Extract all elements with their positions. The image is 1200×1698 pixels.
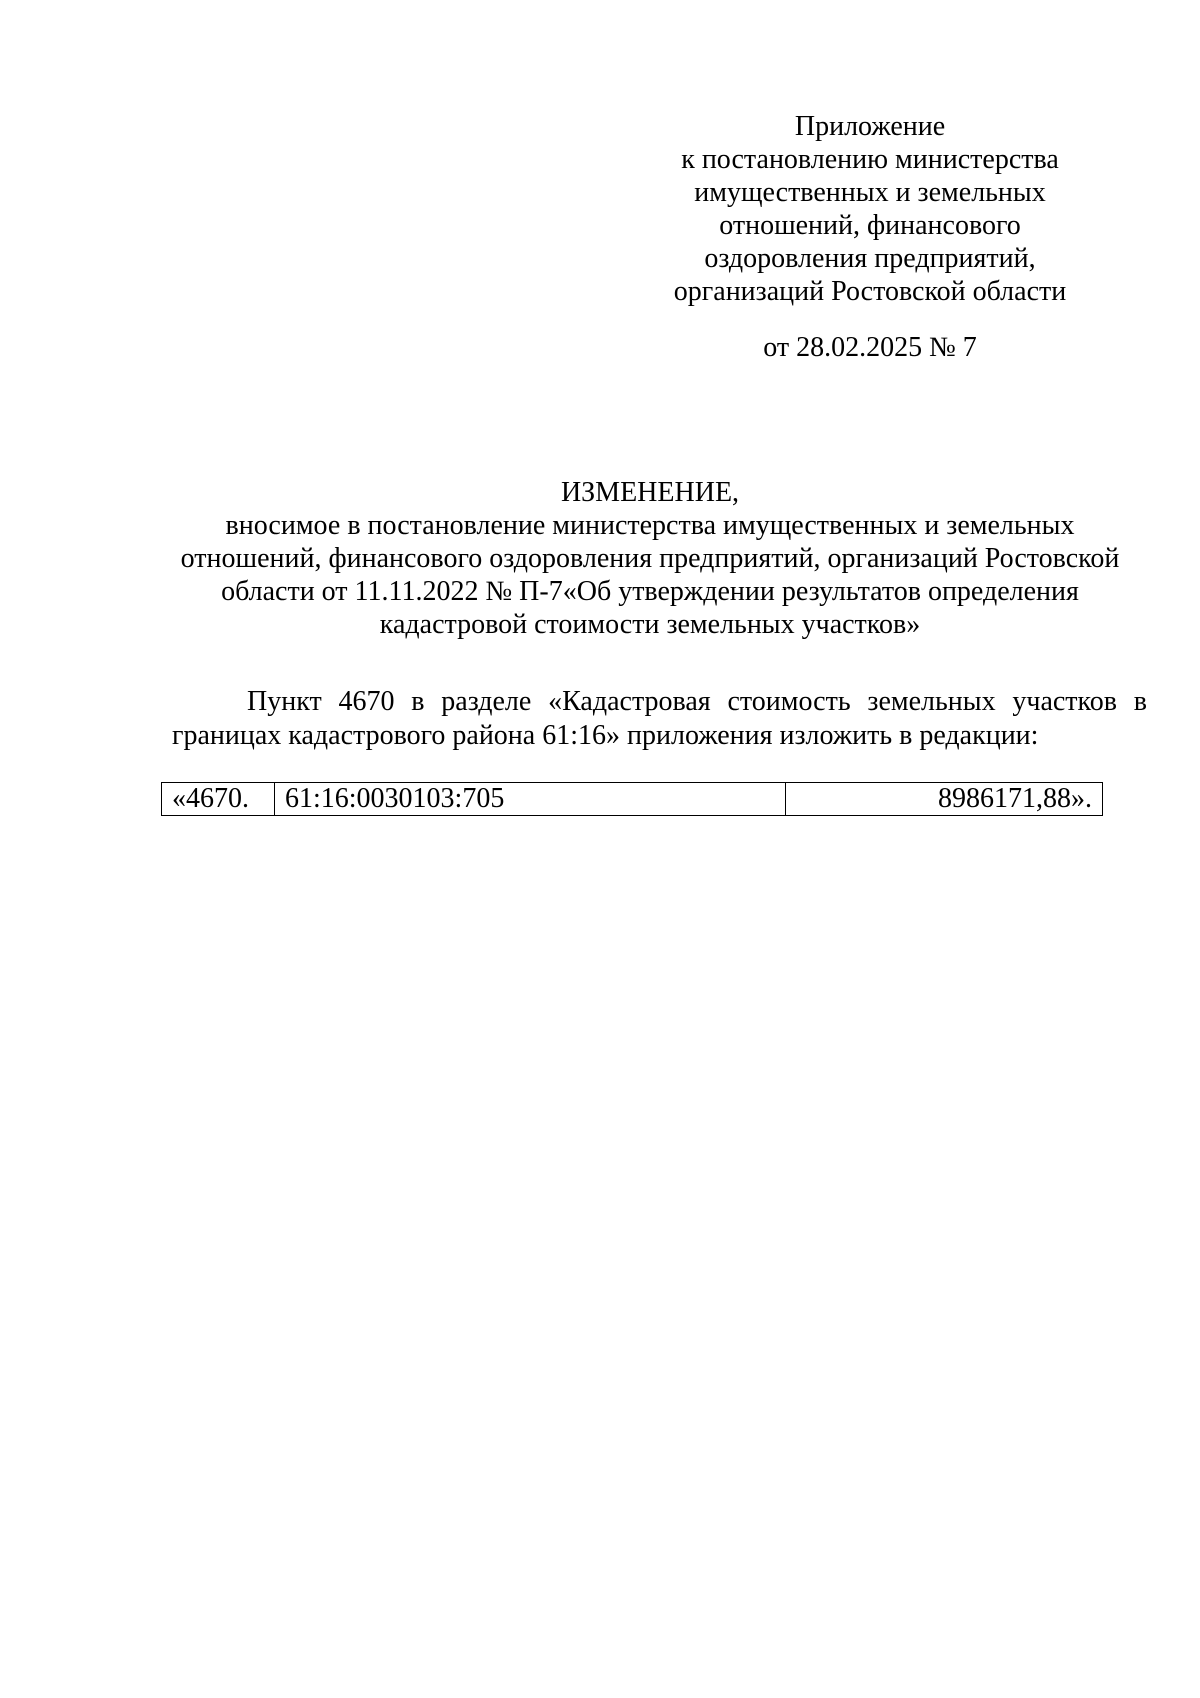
paragraph-word: стоимость xyxy=(727,686,851,717)
paragraph-word: в xyxy=(1133,686,1147,717)
title-line: области от 11.11.2022 № П-7«Об утверждении результатов определения xyxy=(221,576,1079,607)
amendment-table xyxy=(161,782,1103,816)
title-line: вносимое в постановление министерства имущественных и земельных xyxy=(225,510,1075,541)
title-heading: ИЗМЕНЕНИЕ, xyxy=(560,477,740,508)
paragraph-word: участков xyxy=(1012,686,1117,717)
appendix-date: от 28.02.2025 № 7 xyxy=(763,332,977,363)
cadastral-value-cell: 8986171,88». xyxy=(786,783,1103,816)
title-line: кадастровой стоимости земельных участков» xyxy=(379,609,921,640)
paragraph-word: Пункт xyxy=(247,686,322,717)
appendix-line: имущественных и земельных xyxy=(694,177,1046,208)
appendix-line: оздоровления предприятий, xyxy=(704,243,1036,274)
appendix-line: отношений, финансового xyxy=(719,210,1021,241)
paragraph-word: разделе xyxy=(441,686,532,717)
body-paragraph xyxy=(172,685,1147,753)
appendix-line: Приложение xyxy=(794,111,946,142)
paragraph-word: земельных xyxy=(867,686,996,717)
title-line: отношений, финансового оздоровления предприятий, организаций Ростовской xyxy=(180,543,1120,574)
paragraph-word: «Кадастровая xyxy=(548,686,711,717)
table-row xyxy=(162,783,1103,816)
appendix-header xyxy=(620,110,1120,364)
cadastral-number-cell: 61:16:0030103:705 xyxy=(275,783,786,816)
paragraph-word: 4670 xyxy=(338,686,395,717)
item-number-cell: «4670. xyxy=(162,783,275,816)
document-title xyxy=(150,476,1150,641)
paragraph-line xyxy=(172,685,1147,719)
appendix-line: к постановлению министерства xyxy=(681,144,1059,175)
paragraph-line: границах кадастрового района 61:16» приложения изложить в редакции: xyxy=(172,720,1039,751)
paragraph-word: в xyxy=(411,686,425,717)
appendix-line: организаций Ростовской области xyxy=(673,276,1067,307)
